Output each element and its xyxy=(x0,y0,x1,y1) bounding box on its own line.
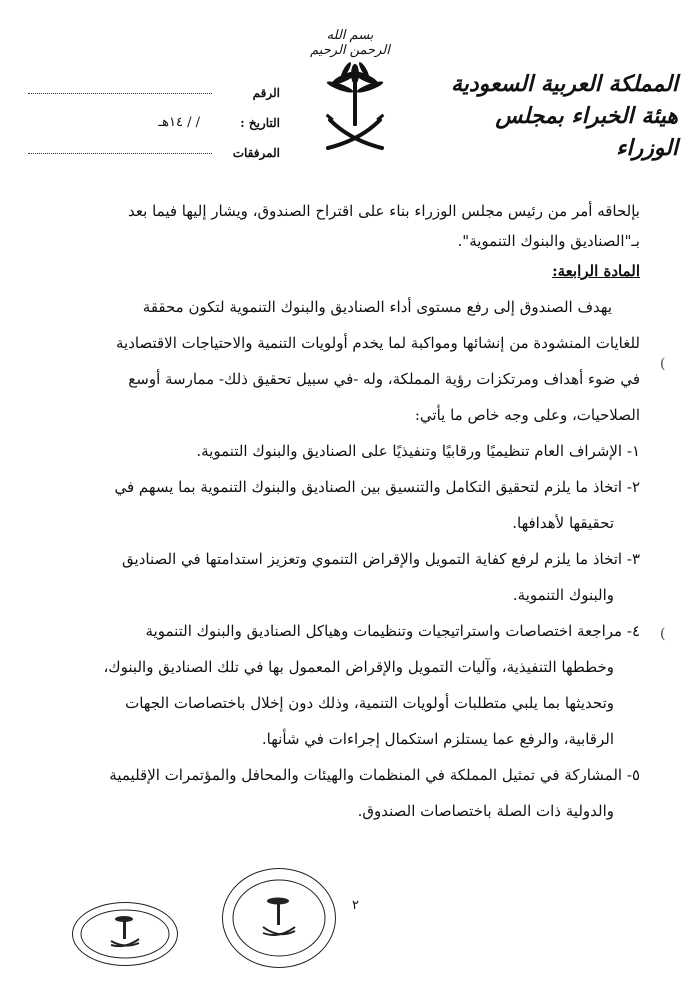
article-heading: المادة الرابعة: xyxy=(552,262,640,280)
paragraph-line: للغايات المنشودة من إنشائها ومواكبة لما يخدم أولويات التنمية والاحتياجات الاقتصادية xyxy=(116,334,640,352)
stamp-seal-icon xyxy=(223,869,335,967)
reference-label: الرقم xyxy=(252,86,280,100)
list-item-continuation: وتحديثها بما يلبي متطلبات أولويات التنمية، وذلك دون إخلال باختصاصات الجهات xyxy=(125,694,614,712)
paragraph-line: يهدف الصندوق إلى رفع مستوى أداء الصناديق والبنوك التنموية لتكون محققة xyxy=(142,298,612,316)
letter-body xyxy=(60,196,640,826)
margin-bracket: ( xyxy=(660,356,666,372)
paragraph-line: الصلاحيات، وعلى وجه خاص ما يأتي: xyxy=(414,406,640,424)
intro-line: بـ"الصناديق والبنوك التنموية". xyxy=(457,232,640,250)
margin-bracket: ( xyxy=(660,626,666,642)
attachments-line xyxy=(28,153,212,154)
letter-meta xyxy=(20,70,280,160)
organization-title xyxy=(448,68,678,164)
org-line-1: المملكة العربية السعودية xyxy=(450,71,678,97)
list-item: ١- الإشراف العام تنظيميًا ورقابيًا وتنفيذيًا على الصناديق والبنوك التنموية. xyxy=(196,442,640,460)
list-item-continuation: الرقابية، والرفع عما يستلزم استكمال إجراءات في شأنها. xyxy=(261,730,614,748)
page-number: ٢ xyxy=(352,898,359,913)
official-stamp-right xyxy=(222,868,336,968)
palm-swords-emblem xyxy=(320,60,390,155)
reference-row xyxy=(20,70,280,100)
intro-line: بإلحاقه أمر من رئيس مجلس الوزراء بناء على اقتراح الصندوق، ويشار إليها فيما بعد xyxy=(128,202,640,220)
date-row xyxy=(20,100,280,130)
list-item-continuation: والبنوك التنموية. xyxy=(512,586,614,604)
emblem-icon xyxy=(320,60,390,155)
attachments-row xyxy=(20,130,280,160)
org-line-2: هيئة الخبراء بمجلس الوزراء xyxy=(495,103,678,161)
list-item-continuation: والدولية ذات الصلة باختصاصات الصندوق. xyxy=(357,802,614,820)
reference-line xyxy=(28,93,212,94)
list-item: ٣- اتخاذ ما يلزم لرفع كفاية التمويل والإقراض التنموي وتعزيز استدامتها في الصناديق xyxy=(122,550,640,568)
list-item-continuation: وخططها التنفيذية، وآليات التمويل والإقراض المعمول بها في تلك الصناديق والبنوك، xyxy=(103,658,614,676)
paragraph-line: في ضوء أهداف ومرتكزات رؤية المملكة، وله -في سبيل تحقيق ذلك- ممارسة أوسع xyxy=(128,370,640,388)
stamp-seal-icon xyxy=(73,903,177,965)
date-value: / / ١٤هـ xyxy=(158,115,200,130)
list-item: ٢- اتخاذ ما يلزم لتحقيق التكامل والتنسيق بين الصناديق والبنوك التنموية بما يسهم في xyxy=(114,478,640,496)
list-item: ٥- المشاركة في تمثيل المملكة في المنظمات والهيئات والمحافل والمؤتمرات الإقليمية xyxy=(109,766,640,784)
official-stamp-left xyxy=(72,902,178,966)
list-item-continuation: تحقيقها لأهدافها. xyxy=(512,514,614,532)
date-label: التاريخ : xyxy=(240,116,280,130)
basmala: بسم الله الرحمن الرحيم xyxy=(310,28,390,58)
attachments-label: المرفقات xyxy=(232,146,280,160)
list-item: ٤- مراجعة اختصاصات واستراتيجيات وتنظيمات وهياكل الصناديق والبنوك التنموية xyxy=(145,622,640,640)
